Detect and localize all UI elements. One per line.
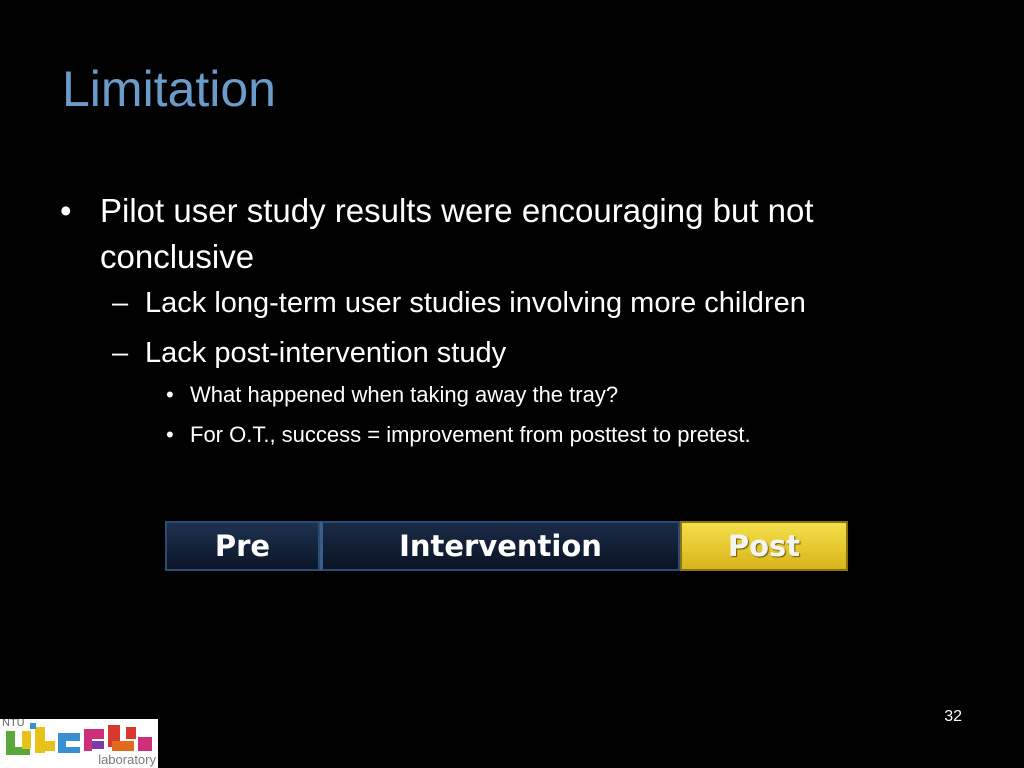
subsub-bullet-text: What happened when taking away the tray? — [190, 382, 619, 407]
phase-post: Post — [680, 521, 848, 571]
slide-title: Limitation — [62, 61, 276, 117]
logo-laboratory-text: laboratory — [98, 752, 156, 767]
subsub-bullet-text: For O.T., success = improvement from posttest to pretest. — [190, 422, 751, 447]
bullet-marker: • — [166, 382, 174, 407]
subsub-bullet-2 — [0, 420, 1024, 460]
dash-marker: – — [112, 287, 129, 319]
sub-bullet-1 — [0, 284, 1024, 330]
phase-intervention: Intervention — [320, 521, 680, 571]
sub-bullet-text: Lack post-intervention study — [145, 337, 507, 369]
logo-ntu-text: NTU — [2, 719, 25, 729]
bullet-marker: • — [166, 422, 174, 447]
sub-bullet-2 — [0, 334, 1024, 380]
bullet-main — [0, 188, 970, 280]
study-phase-flow — [165, 521, 848, 571]
page-number: 32 — [944, 708, 962, 725]
slide-body — [0, 188, 1024, 460]
dash-marker: – — [112, 337, 129, 369]
sub-bullet-text: Lack long-term user studies involving more children — [145, 287, 806, 319]
lab-logo — [0, 719, 158, 768]
bullet-marker: • — [60, 192, 72, 229]
subsub-bullet-1 — [0, 380, 1024, 420]
phase-pre: Pre — [165, 521, 320, 571]
bullet-main-text: Pilot user study results were encouraging but not conclusive — [100, 192, 814, 275]
